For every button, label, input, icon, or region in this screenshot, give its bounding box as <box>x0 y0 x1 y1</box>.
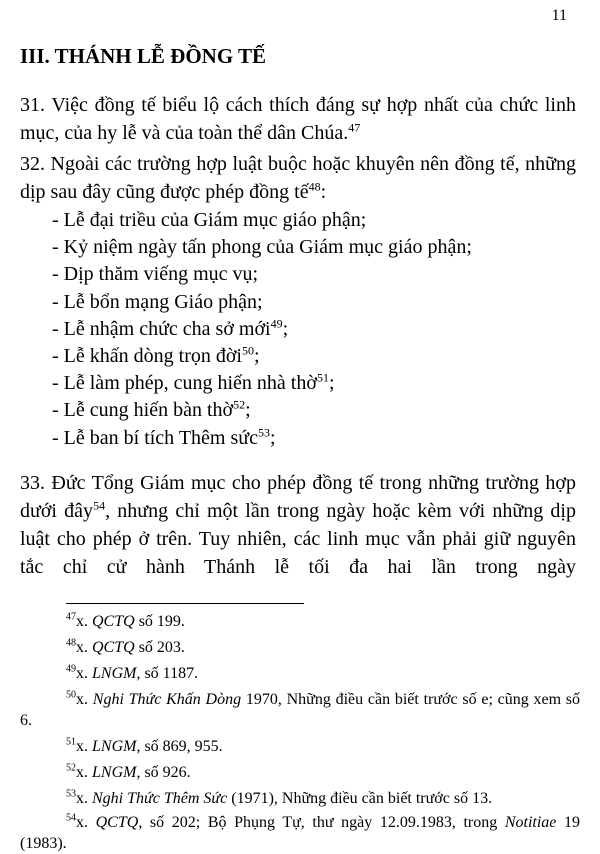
paragraph-32-text: 32. Ngoài các trường hợp luật buộc hoặc khuyên nên đồng tế, những dịp sau đây cũng được phép đồng tế <box>20 153 576 203</box>
list-item: - Lễ bổn mạng Giáo phận; <box>52 290 263 313</box>
paragraph-32-tail: : <box>320 181 327 203</box>
list-item: - Lễ cung hiến bàn thờ$^{52}$; <box>52 397 251 422</box>
footnote-49: $^{49}$x. LNGM, số 1187. <box>66 663 199 682</box>
paragraph-33 <box>20 469 576 581</box>
footnote-separator <box>66 603 304 604</box>
footnote-ref-49: 49 <box>270 316 283 331</box>
paragraph-33-text-a: 33. Đức Tổng Giám mục cho phép đồng tế trong những trường hợp dưới đây <box>20 472 576 522</box>
footnote-48: $^{48}$x. QCTQ số 203. <box>66 637 185 656</box>
list-item: - Lễ khấn dòng trọn đời$^{50}$; <box>52 343 260 367</box>
list-item: - Lễ ban bí tích Thêm sức$^{53}$; <box>52 424 276 449</box>
footnote-ref-51: 51 <box>316 370 329 385</box>
paragraph-31-text: 31. Việc đồng tế biểu lộ cách thích đáng sự hợp nhất của chức linh mục, của hy lễ và của toàn thể dân Chúa. <box>20 94 576 144</box>
footnote-53: $^{53}$x. Nghi Thức Thêm Sức (1971), Những điều cần biết trước số 13. <box>66 788 493 807</box>
paragraph-32 <box>20 150 576 206</box>
footnote-47: $^{47}$x. QCTQ số 199. <box>66 611 185 630</box>
footnote-ref-52: 52 <box>233 397 246 412</box>
paragraph-31 <box>20 91 576 147</box>
list-item: - Lễ nhậm chức cha sở mới$^{49}$; <box>52 316 289 340</box>
footnote-52: $^{52}$x. LNGM, số 926. <box>66 762 191 781</box>
footnote-ref-47: 47 <box>348 120 361 135</box>
footnote-ref-50: 50 <box>241 343 254 358</box>
footnote-ref-54: 54 <box>93 498 106 513</box>
page-number: 11 <box>551 7 567 24</box>
occasion-list <box>52 207 472 452</box>
section-heading: III. THÁNH LỄ ĐỒNG TẾ <box>20 44 267 68</box>
footnote-ref-53: 53 <box>257 424 270 439</box>
paragraph-33-text-b: , nhưng chỉ một lần trong ngày hoặc kèm với những dịp luật cho phép ở trên. Tuy nhiên, các linh mục vẫn phải giữ nguyên tắc chỉ cử hành Thánh lễ tối đa hai lần trong ngày <box>20 500 576 578</box>
list-item: - Lễ đại triều của Giám mục giáo phận; <box>52 209 367 231</box>
list-item: - Lễ làm phép, cung hiến nhà thờ$^{51}$; <box>52 370 335 395</box>
list-item: - Dịp thăm viếng mục vụ; <box>52 263 259 286</box>
footnote-54: $^{54}$x. QCTQ, số 202; Bộ Phụng Tự, thư ngày 12.09.1983, trong Notitiae 19 (1983). <box>20 812 581 852</box>
footnote-51: $^{51}$x. LNGM, số 869, 955. <box>66 736 223 755</box>
list-item: - Kỷ niệm ngày tấn phong của Giám mục giáo phận; <box>52 236 472 259</box>
footnote-50: $^{50}$x. Nghi Thức Khấn Dòng 1970, Những điều cần biết trước số e; cũng xem số 6. <box>20 689 581 729</box>
footnote-ref-48: 48 <box>308 179 321 194</box>
